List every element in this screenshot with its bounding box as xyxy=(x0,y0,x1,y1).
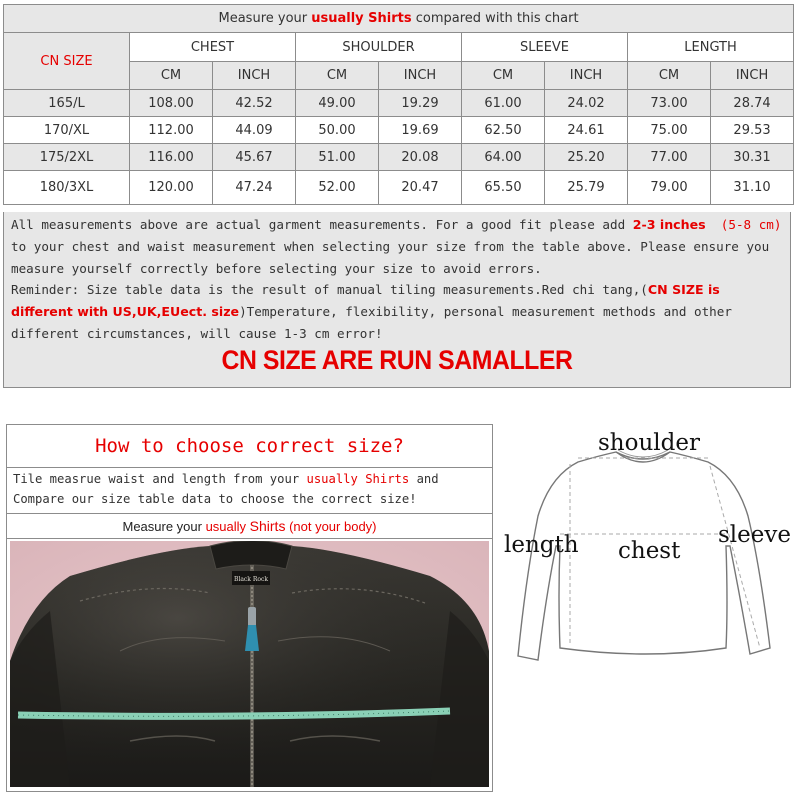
how-to-highlight: usually Shirts xyxy=(306,472,410,486)
measurement-sketch xyxy=(498,426,796,688)
jacket-collar xyxy=(210,541,292,569)
table-cell: 19.29 xyxy=(379,90,462,117)
group-header-sleeve: SLEEVE xyxy=(462,33,628,62)
table-cell: 24.02 xyxy=(545,90,628,117)
how-to-panel xyxy=(6,424,493,792)
unit-header: INCH xyxy=(711,62,794,90)
table-cell: 49.00 xyxy=(296,90,379,117)
size-label: 180/3XL xyxy=(4,171,130,205)
length-label: length xyxy=(504,532,579,558)
subhead-note: (not your body) xyxy=(285,519,377,534)
notes-cn-size-highlight: CN SIZE is different with US,UK,EUect. size xyxy=(11,282,720,320)
group-header-chest: CHEST xyxy=(130,33,296,62)
table-cell: 75.00 xyxy=(628,117,711,144)
chest-label: chest xyxy=(618,538,681,564)
table-cell: 79.00 xyxy=(628,171,711,205)
notes-paragraph-fit xyxy=(11,214,784,279)
size-label: 165/L xyxy=(4,90,130,117)
how-to-text: and Compare our size table data to choose the correct size! xyxy=(13,472,439,506)
table-cell: 28.74 xyxy=(711,90,794,117)
sleeve-label: sleeve xyxy=(718,522,791,548)
cn-size-header: CN SIZE xyxy=(4,33,130,90)
table-cell: 116.00 xyxy=(130,144,213,171)
notes-text: All measurements above are actual garment measurements. For a good fit please add xyxy=(11,217,633,232)
how-to-subhead xyxy=(7,514,492,539)
table-cell: 19.69 xyxy=(379,117,462,144)
unit-header: CM xyxy=(462,62,545,90)
table-cell: 47.24 xyxy=(213,171,296,205)
table-cell: 24.61 xyxy=(545,117,628,144)
brand-label-text: Black Rock xyxy=(234,576,268,583)
jacket-photo xyxy=(10,541,489,787)
subhead-highlight: usually xyxy=(205,519,250,534)
unit-header: INCH xyxy=(213,62,296,90)
notes-text: Reminder: Size table data is the result of manual tiling measurements.Red chi tang,( xyxy=(11,282,648,298)
table-row xyxy=(4,144,794,171)
notes-paragraph-reminder xyxy=(11,279,784,344)
subhead-highlight: Shirts xyxy=(249,518,286,534)
how-to-instructions xyxy=(7,468,492,514)
table-cell: 73.00 xyxy=(628,90,711,117)
unit-header: CM xyxy=(130,62,213,90)
table-cell: 120.00 xyxy=(130,171,213,205)
unit-header: INCH xyxy=(379,62,462,90)
caption-text-end: compared with this chart xyxy=(411,11,579,26)
table-cell: 20.47 xyxy=(379,171,462,205)
subhead-text: Measure your xyxy=(122,519,206,534)
table-cell: 25.79 xyxy=(545,171,628,205)
unit-header: CM xyxy=(628,62,711,90)
group-header-row xyxy=(4,33,794,62)
size-label: 175/2XL xyxy=(4,144,130,171)
measurement-notes xyxy=(3,212,791,388)
notes-cm-highlight: (5-8 cm) xyxy=(720,217,782,232)
table-cell: 44.09 xyxy=(213,117,296,144)
table-cell: 112.00 xyxy=(130,117,213,144)
run-small-banner: CN SIZE ARE RUN SAMALLER xyxy=(221,345,573,375)
size-label: 170/XL xyxy=(4,117,130,144)
table-row xyxy=(4,171,794,205)
shoulder-label: shoulder xyxy=(598,430,700,456)
table-cell: 108.00 xyxy=(130,90,213,117)
table-cell: 42.52 xyxy=(213,90,296,117)
table-cell: 25.20 xyxy=(545,144,628,171)
group-header-length: LENGTH xyxy=(628,33,794,62)
table-caption xyxy=(4,5,794,33)
table-cell: 65.50 xyxy=(462,171,545,205)
table-cell: 20.08 xyxy=(379,144,462,171)
unit-header: CM xyxy=(296,62,379,90)
size-chart-table xyxy=(3,4,794,205)
table-cell: 51.00 xyxy=(296,144,379,171)
table-cell: 50.00 xyxy=(296,117,379,144)
table-cell: 62.50 xyxy=(462,117,545,144)
table-cell: 45.67 xyxy=(213,144,296,171)
group-header-shoulder: SHOULDER xyxy=(296,33,462,62)
table-cell: 31.10 xyxy=(711,171,794,205)
zipper-pull-icon xyxy=(248,607,256,627)
table-cell: 77.00 xyxy=(628,144,711,171)
unit-header: INCH xyxy=(545,62,628,90)
caption-text: Measure your xyxy=(218,11,312,26)
table-cell: 30.31 xyxy=(711,144,794,171)
caption-highlight: usually Shirts xyxy=(311,11,412,26)
how-to-title: How to choose correct size? xyxy=(7,425,492,468)
jacket-photo-illustration xyxy=(10,541,489,787)
table-row xyxy=(4,90,794,117)
table-row xyxy=(4,117,794,144)
table-cell: 61.00 xyxy=(462,90,545,117)
notes-text: )Temperature, flexibility, personal measurement methods and other different circumstances, will cause 1-3 cm error! xyxy=(11,304,732,341)
table-cell: 64.00 xyxy=(462,144,545,171)
table-caption-row xyxy=(4,5,794,33)
how-to-text: Tile measrue waist and length from your xyxy=(13,472,307,486)
notes-text: to your chest and waist measurement when selecting your size from the table above. Please ensure you measure yourself correctly before selecting your size to avoid errors. xyxy=(11,238,770,276)
table-cell: 52.00 xyxy=(296,171,379,205)
table-cell: 29.53 xyxy=(711,117,794,144)
notes-inches-highlight: 2-3 inches xyxy=(632,217,706,232)
